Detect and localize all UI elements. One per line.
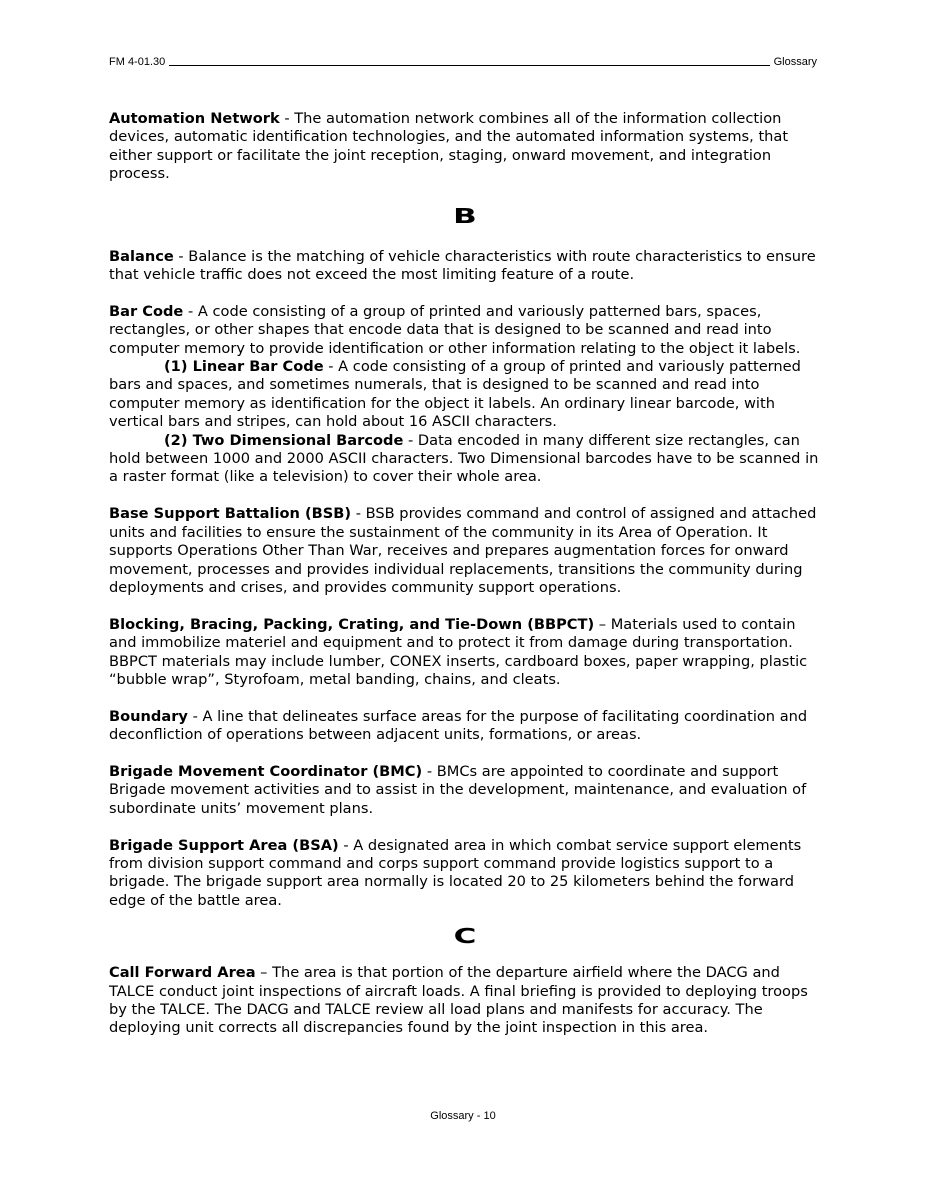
page-header	[109, 53, 817, 69]
glossary-subentry-two-dimensional-barcode	[109, 432, 821, 487]
glossary-entry-automation-network	[109, 110, 821, 184]
glossary-subdefinition: - A code consisting of a group of printed and variously patterned bars and spaces, and sometimes numerals, that is designed to be scanned and read into computer memory as identification for the object it labels. An ordinary linear barcode, with vertical bars and stripes, can hold about 16 ASCII characters.	[109, 358, 801, 431]
glossary-entry-bar-code	[109, 303, 821, 487]
glossary-subentry-linear-bar-code	[109, 358, 821, 432]
glossary-term: Base Support Battalion (BSB)	[109, 505, 352, 523]
glossary-term: Brigade Movement Coordinator (BMC)	[109, 762, 423, 780]
glossary-entry-boundary	[109, 708, 821, 745]
section-letter-c: C	[453, 924, 477, 949]
glossary-term: Brigade Support Area (BSA)	[109, 836, 339, 854]
glossary-subterm: (2) Two Dimensional Barcode	[164, 431, 404, 449]
header-section: Glossary	[773, 56, 817, 68]
glossary-term: Automation Network	[109, 110, 280, 127]
glossary-term: Boundary	[109, 707, 188, 725]
glossary-entry-bmc	[109, 763, 821, 818]
glossary-entry-balance	[109, 248, 821, 285]
glossary-definition: – The area is that portion of the departure airfield where the DACG and TALCE conduct joint inspections of aircraft loads. A final briefing is provided to deploying troops by the TALCE. The DACG and TALCE review all load plans and manifests for accuracy. The deploying unit corrects all discrepancies found by the joint inspection in this area.	[109, 964, 808, 1037]
glossary-definition: - The automation network combines all of the information collection devices, automatic identification technologies, and the automated information systems, that either support or facilitate the joint reception, staging, onward movement, and integration process.	[109, 110, 789, 183]
glossary-main-definition	[109, 303, 821, 358]
page-footer: Glossary - 10	[430, 1110, 496, 1122]
glossary-definition: - A code consisting of a group of printed and variously patterned bars, spaces, rectangles, or other shapes that encode data that is designed to be scanned and read into computer memory to provide identification or other information relating to the object it labels.	[109, 302, 801, 357]
glossary-term: Call Forward Area	[109, 964, 256, 982]
glossary-definition: - BMCs are appointed to coordinate and support Brigade movement activities and to assist in the development, maintenance, and evaluation of subordinate units’ movement plans.	[109, 762, 807, 817]
glossary-definition: - Balance is the matching of vehicle characteristics with route characteristics to ensure that vehicle traffic does not exceed the most limiting feature of a route.	[109, 247, 816, 284]
glossary-definition: - A line that delineates surface areas for the purpose of facilitating coordination and deconfliction of operations between adjacent units, formations, or areas.	[109, 707, 808, 744]
glossary-definition: – Materials used to contain and immobilize materiel and equipment and to protect it from damage during transportation. BBPCT materials may include lumber, CONEX inserts, cardboard boxes, paper wrapping, plastic “bubble wrap”, Styrofoam, metal banding, chains, and cleats.	[109, 615, 808, 688]
glossary-term: Blocking, Bracing, Packing, Crating, and Tie-Down (BBPCT)	[109, 615, 595, 633]
glossary-entry-bbpct	[109, 616, 821, 690]
glossary-entry-bsa	[109, 837, 821, 911]
header-manual-id: FM 4-01.30	[109, 56, 166, 68]
glossary-term: Balance	[109, 247, 174, 265]
glossary-subdefinition: - Data encoded in many different size rectangles, can hold between 1000 and 2000 ASCII characters. Two Dimensional barcodes have to be scanned in a raster format (like a television) to cover their whole area.	[109, 431, 819, 486]
glossary-content	[109, 110, 821, 1038]
glossary-definition: - A designated area in which combat service support elements from division support command and corps support command provide logistics support to a brigade. The brigade support area normally is located 20 to 25 kilometers behind the forward edge of the battle area.	[109, 836, 802, 909]
header-rule	[169, 65, 769, 66]
glossary-entry-bsb	[109, 505, 821, 597]
section-letter-b: B	[453, 203, 477, 228]
glossary-entry-call-forward-area	[109, 964, 821, 1038]
glossary-subterm: (1) Linear Bar Code	[164, 358, 324, 376]
glossary-term: Bar Code	[109, 302, 184, 320]
glossary-definition: - BSB provides command and control of assigned and attached units and facilities to ensure the sustainment of the community in its Area of Operation. It supports Operations Other Than War, receives and prepares augmentation forces for onward movement, processes and provides individual replacements, transitions the community during deployments and crises, and provides community support operations.	[109, 505, 817, 596]
